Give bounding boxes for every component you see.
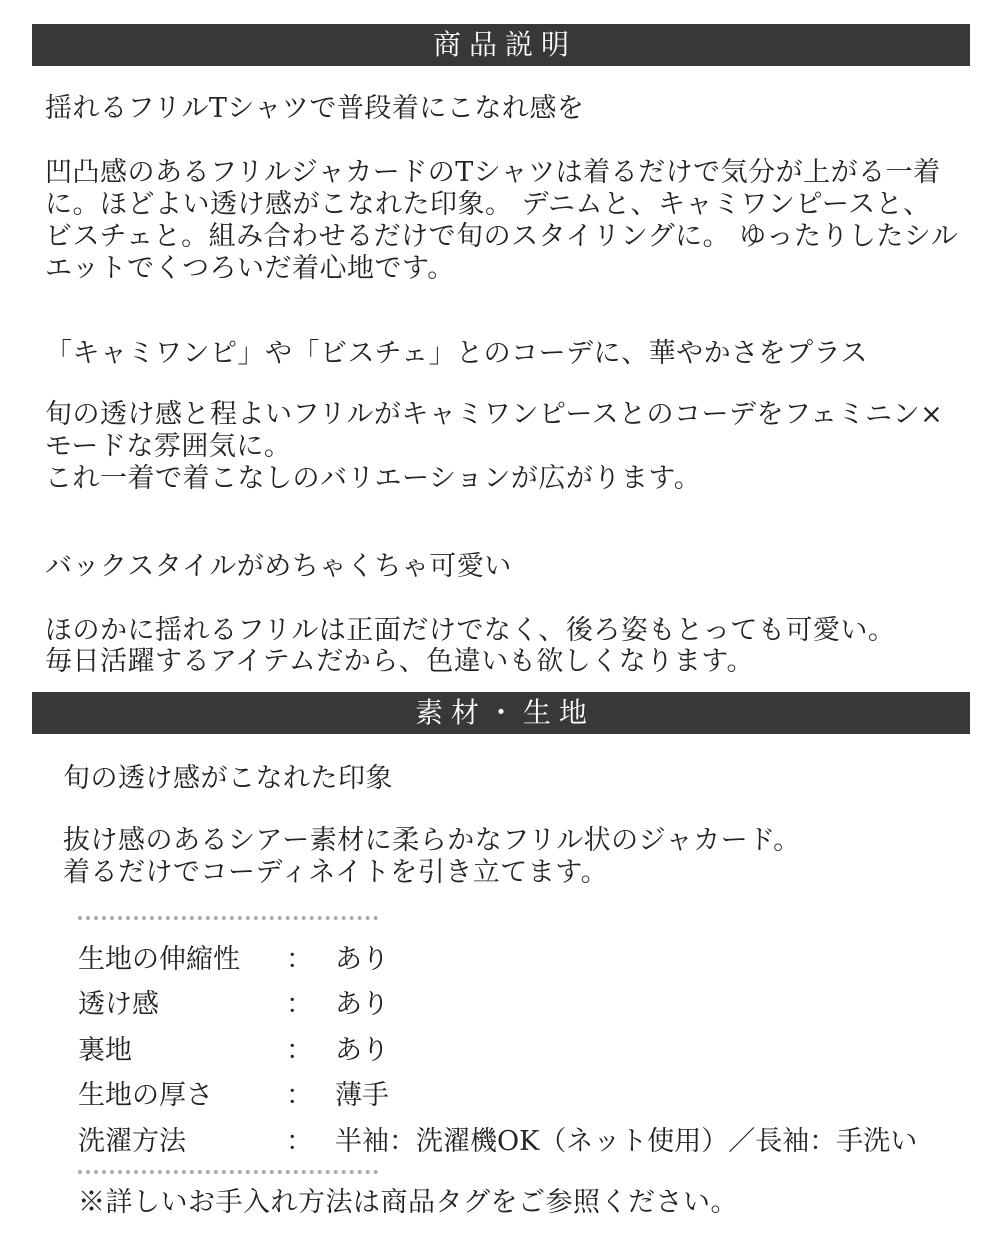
spec-top-divider [78,916,378,920]
material-paragraph-line-2: 着るだけでコーディネイトを引き立てます。 [63,857,609,888]
material-paragraph-line-1: 抜け感のあるシアー素材に柔らかなフリル状のジャカード。 [63,825,801,856]
spec-separator: ： [286,989,313,1020]
spec-value: 薄手 [335,1080,389,1111]
spec-bottom-divider [78,1170,378,1174]
description-paragraph-2-line-3: これ一着で着こなしのバリエーションが広がります。 [45,463,702,494]
description-paragraph-1-line-1: 凹凸感のあるフリルジャカードのTシャツは着るだけで気分が上がる一着 [45,157,941,188]
material-section-title: 素材・生地 [414,696,595,729]
description-section-header [32,24,970,66]
spec-label: 生地の厚さ [78,1080,213,1111]
spec-value: あり [335,1035,389,1066]
description-paragraph-2-line-2: モードな雰囲気に。 [45,431,292,462]
spec-label: 洗濯方法 [78,1126,186,1157]
spec-separator: ： [286,1035,313,1066]
description-heading-1: 揺れるフリルTシャツで普段着にこなれ感を [45,93,585,124]
material-heading: 旬の透け感がこなれた印象 [63,763,393,794]
spec-label: 透け感 [78,989,159,1020]
description-paragraph-3-line-2: 毎日活躍するアイテムだから、色違いも欲しくなります。 [45,646,755,677]
description-section-title: 商品説明 [432,28,577,61]
spec-separator: ： [286,1080,313,1111]
description-paragraph-1-line-4: エットでくつろいだ着心地です。 [45,253,455,284]
spec-label: 生地の伸縮性 [78,944,240,975]
spec-value: 半袖：洗濯機OK（ネット使用）／長袖：手洗い [335,1126,918,1157]
spec-value: あり [335,989,389,1020]
spec-separator: ： [286,944,313,975]
description-paragraph-1-line-2: に。ほどよい透け感がこなれた印象。 デニムと、キャミワンピースと、 [45,189,931,220]
spec-separator: ： [286,1126,313,1157]
description-paragraph-3-line-1: ほのかに揺れるフリルは正面だけでなく、後ろ姿もとっても可愛い。 [45,615,896,646]
spec-label: 裏地 [78,1035,132,1066]
description-paragraph-1-line-3: ビスチェと。組み合わせるだけで旬のスタイリングに。 ゆったりしたシル [45,221,959,252]
care-note: ※詳しいお手入れ方法は商品タグをご参照ください。 [78,1187,738,1218]
description-paragraph-2-line-1: 旬の透け感と程よいフリルがキャミワンピースとのコーデをフェミニン× [45,399,944,430]
description-heading-3: バックスタイルがめちゃくちゃ可愛い [45,551,512,582]
material-section-header [32,692,970,734]
description-heading-2: 「キャミワンピ」や「ビスチェ」とのコーデに、華やかさをプラス [45,338,868,369]
spec-value: あり [335,944,389,975]
